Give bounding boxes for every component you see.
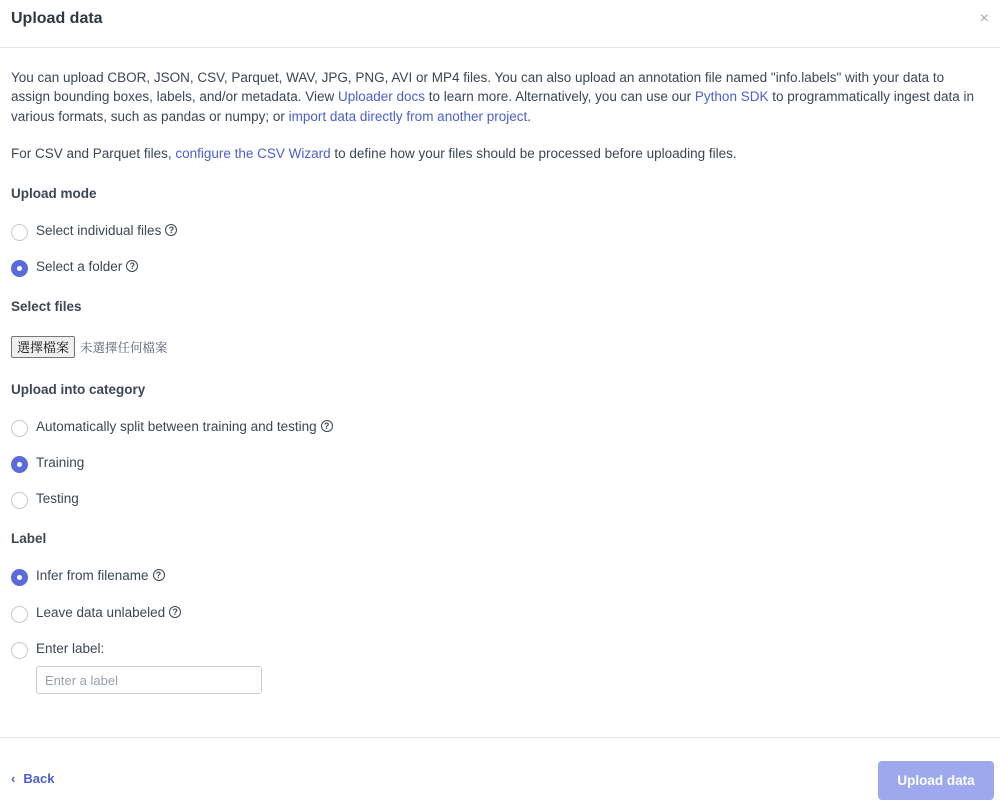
- radio-button-selected[interactable]: [11, 260, 28, 277]
- csv-wizard-link[interactable]: configure the CSV Wizard: [175, 146, 331, 161]
- radio-button-selected[interactable]: [11, 569, 28, 586]
- radio-label: Leave data unlabeled: [36, 604, 166, 620]
- csv-text: to define how your files should be processed before uploading files.: [330, 146, 737, 161]
- radio-select-folder[interactable]: [11, 256, 138, 276]
- label-input[interactable]: [36, 666, 262, 694]
- help-icon[interactable]: ?: [169, 606, 181, 618]
- intro-paragraph: [11, 68, 981, 126]
- chevron-left-icon: ‹: [11, 771, 16, 786]
- radio-leave-unlabeled[interactable]: [11, 602, 181, 622]
- upload-mode-heading: Upload mode: [11, 186, 97, 201]
- radio-label: Enter label:: [36, 640, 105, 656]
- radio-infer-from-filename[interactable]: [11, 565, 165, 585]
- radio-button[interactable]: [11, 492, 28, 509]
- back-label: Back: [23, 771, 55, 786]
- intro-text: to learn more. Alternatively, you can use our: [425, 89, 695, 105]
- csv-text: For CSV and Parquet files,: [11, 146, 176, 161]
- back-button[interactable]: [11, 771, 54, 786]
- help-icon[interactable]: ?: [321, 420, 333, 432]
- intro-text: to programmatically ingest data in various formats, such as pandas or numpy; or: [11, 89, 975, 124]
- radio-label: Training: [36, 454, 85, 470]
- radio-select-individual-files[interactable]: [11, 220, 177, 240]
- radio-auto-split[interactable]: [11, 416, 333, 436]
- csv-paragraph: [11, 144, 981, 163]
- intro-text: .: [527, 108, 532, 124]
- help-icon[interactable]: ?: [165, 224, 177, 236]
- modal-header: [0, 0, 1000, 48]
- radio-button[interactable]: [11, 224, 28, 241]
- radio-label: Select individual files: [36, 222, 162, 238]
- radio-label: Testing: [36, 490, 79, 506]
- python-sdk-link[interactable]: Python SDK: [694, 89, 769, 105]
- radio-testing[interactable]: [11, 488, 79, 508]
- file-picker: [11, 335, 168, 358]
- label-heading: Label: [11, 531, 47, 546]
- category-heading: Upload into category: [11, 382, 146, 397]
- import-from-project-link[interactable]: import data directly from another project: [288, 108, 528, 124]
- radio-button-selected[interactable]: [11, 456, 28, 473]
- radio-label: Select a folder: [36, 258, 123, 274]
- help-icon[interactable]: ?: [153, 569, 165, 581]
- choose-file-button[interactable]: 選擇檔案: [11, 336, 75, 358]
- radio-training[interactable]: [11, 452, 84, 472]
- modal-footer: [0, 737, 1000, 807]
- uploader-docs-link[interactable]: Uploader docs: [337, 89, 426, 105]
- radio-button[interactable]: [11, 420, 28, 437]
- radio-button[interactable]: [11, 642, 28, 659]
- radio-enter-label[interactable]: [11, 638, 104, 658]
- file-status-text: 未選擇任何檔案: [80, 339, 168, 355]
- intro-text: You can upload CBOR, JSON, CSV, Parquet, WAV, JPG, PNG, AVI or MP4 files. You can also upload an annotation file named "info.labels" with your data to assign bounding boxes, labels, and/or metadata. View: [11, 70, 945, 105]
- help-icon[interactable]: ?: [126, 260, 138, 272]
- upload-data-button[interactable]: Upload data: [878, 761, 994, 800]
- radio-label: Automatically split between training and testing: [36, 418, 317, 434]
- radio-button[interactable]: [11, 606, 28, 623]
- radio-label: Infer from filename: [36, 567, 149, 583]
- modal-title: Upload data: [11, 10, 103, 27]
- select-files-heading: Select files: [11, 299, 82, 314]
- close-icon[interactable]: ×: [979, 10, 989, 27]
